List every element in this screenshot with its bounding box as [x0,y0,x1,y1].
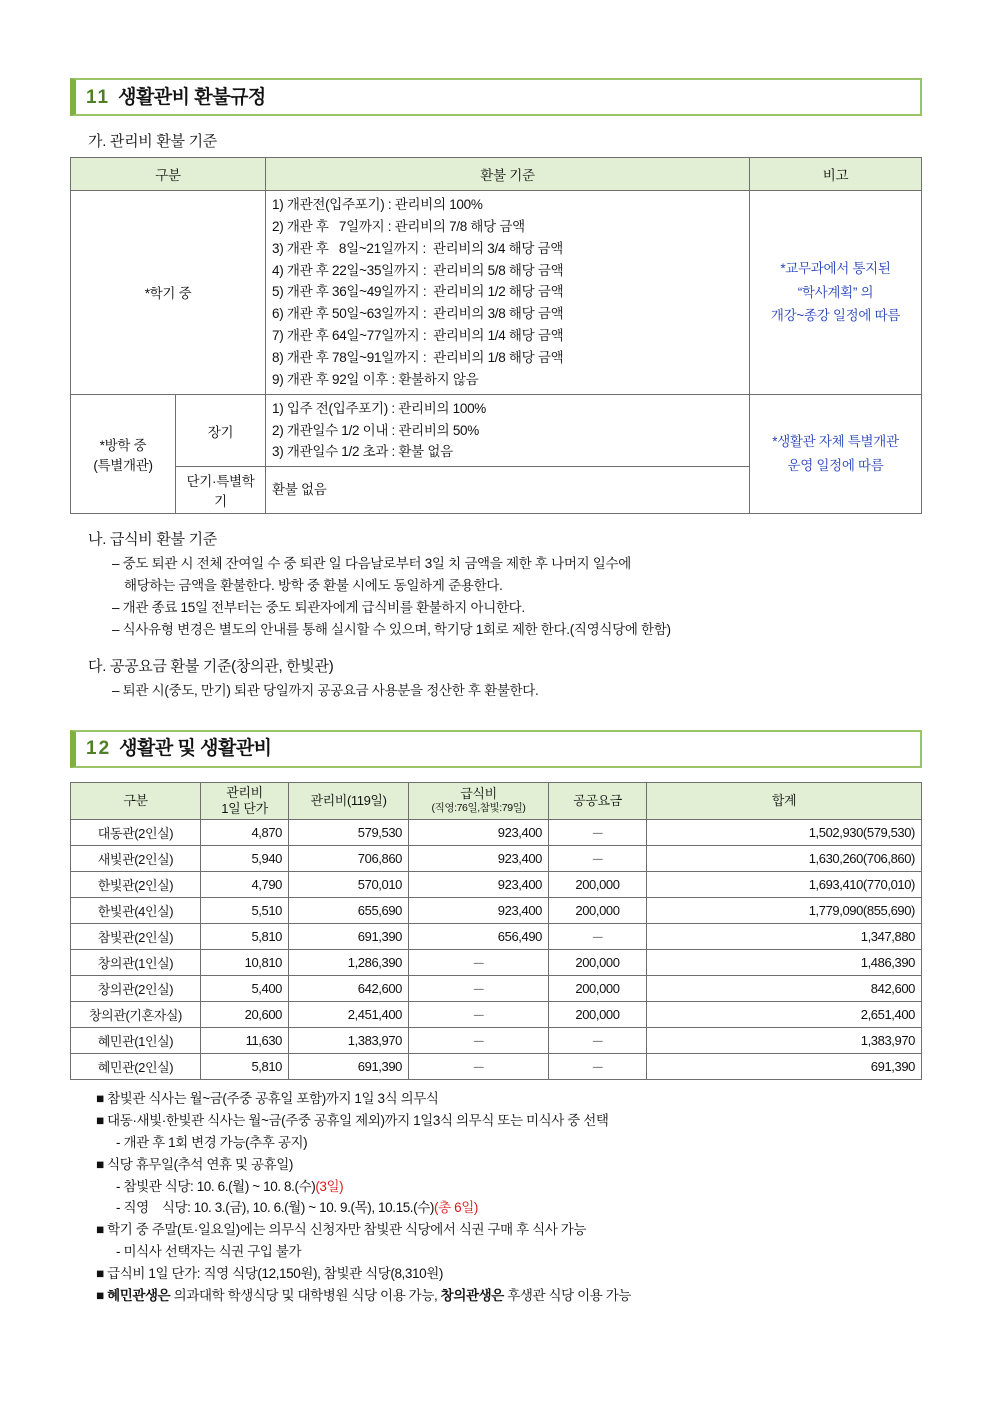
col-header-remark: 비고 [750,158,922,191]
cell-daily-fee: 5,400 [201,976,289,1002]
list-item: 7) 개관 후 64일~77일까지 : 관리비의 1/4 해당 금액 [272,328,564,344]
note-text: ■ [96,1287,108,1303]
semester-refund-list [266,191,750,395]
cell-category: 대동관(2인실) [71,820,201,846]
note-emphasis: 혜민관생은 [107,1287,171,1303]
cell-category: 혜민관(2인실) [71,1054,201,1080]
cell-management-fee: 642,600 [289,976,409,1002]
note-line: - 미식사 선택자는 식권 구입 불가 [116,1244,302,1260]
list-item: 5) 개관 후 36일~49일까지 : 관리비의 1/2 해당 금액 [272,284,564,300]
list-item: 3) 개관일수 1/2 초과 : 환불 없음 [272,444,453,460]
cell-utility: － [549,1054,647,1080]
note-highlight: (총 6일) [434,1200,478,1216]
cell-daily-fee: 4,790 [201,872,289,898]
row-label-semester: *학기 중 [71,191,266,395]
cell-daily-fee: 5,510 [201,898,289,924]
table-row [71,1054,922,1080]
cell-utility: 200,000 [549,872,647,898]
remark-line: *생활관 자체 특별개관 [772,434,899,450]
table-header-row [71,782,922,820]
vacation-label-line: *방학 중 [99,438,147,454]
cell-meal-fee: 923,400 [409,872,549,898]
cell-management-fee: 2,451,400 [289,1002,409,1028]
vacation-type-long: 장기 [176,394,266,467]
semester-remark [750,191,922,395]
col-header-category: 구분 [71,158,266,191]
cell-category: 혜민관(1인실) [71,1028,201,1054]
meal-refund-notes [112,553,922,640]
list-item: 6) 개관 후 50일~63일까지 : 관리비의 3/8 해당 금액 [272,306,564,322]
cell-utility: － [549,1028,647,1054]
cell-total: 842,600 [647,976,922,1002]
note-line: – 중도 퇴관 시 전체 잔여일 수 중 퇴관 일 다음날로부터 3일 치 금액을 제한 후 나머지 일수에 [112,556,632,572]
dormitory-fee-table [70,782,922,1081]
cell-total: 1,347,880 [647,924,922,950]
col-header-utility: 공공요금 [549,782,647,820]
cell-total: 1,383,970 [647,1028,922,1054]
cell-total: 1,502,930(579,530) [647,820,922,846]
cell-total: 691,390 [647,1054,922,1080]
cell-management-fee: 579,530 [289,820,409,846]
note-text: 의과대학 학생식당 및 대학병원 식당 이용 가능, [170,1287,441,1303]
cell-total: 1,630,260(706,860) [647,846,922,872]
section-11-header [70,78,922,116]
cell-management-fee: 655,690 [289,898,409,924]
vacation-remark [750,394,922,514]
cell-daily-fee: 20,600 [201,1002,289,1028]
cell-total: 1,779,090(855,690) [647,898,922,924]
table-header-row [71,158,922,191]
list-item: 8) 개관 후 78일~91일까지 : 관리비의 1/8 해당 금액 [272,350,564,366]
note-emphasis: 창의관생은 [440,1287,504,1303]
utility-refund-notes [112,680,922,702]
note-line: – 개관 종료 15일 전부터는 중도 퇴관자에게 급식비를 환불하지 아니한다. [112,600,525,616]
cell-daily-fee: 5,940 [201,846,289,872]
note-text: - 직영 식당: 10. 3.(금), 10. 6.(월) ~ 10. 9.(목), 10.15.(수) [116,1200,434,1216]
section-11-title: 생활관비 환불규정 [118,86,266,108]
note-line: ■ 대동·새빛·한빛관 식사는 월~금(주중 공휴일 제외)까지 1일3식 의무식 또는 미식사 중 선택 [96,1112,609,1128]
vacation-label-line: (특별개관) [93,458,153,474]
note-line-meal-holiday-chambit [96,1176,922,1198]
table-row [71,976,922,1002]
cell-daily-fee: 11,630 [201,1028,289,1054]
list-item: 3) 개관 후 8일~21일까지 : 관리비의 3/4 해당 금액 [272,240,564,256]
list-item: 9) 개관 후 92일 이후 : 환불하지 않음 [272,371,479,387]
fee-notes [96,1088,922,1307]
cell-utility: 200,000 [549,950,647,976]
section-12-header [70,730,922,768]
cell-meal-fee: 656,490 [409,924,549,950]
cell-meal-fee: － [409,1002,549,1028]
refund-criteria-table [70,157,922,514]
cell-management-fee: 1,383,970 [289,1028,409,1054]
vacation-refund-list [266,394,750,467]
cell-category: 창의관(2인실) [71,976,201,1002]
cell-utility: － [549,820,647,846]
list-item: 4) 개관 후 22일~35일까지 : 관리비의 5/8 해당 금액 [272,262,564,278]
table-row [71,924,922,950]
cell-meal-fee: － [409,1028,549,1054]
note-text: 후생관 식당 이용 가능 [503,1287,632,1303]
section-11-number: 11 [86,86,111,108]
cell-utility: 200,000 [549,976,647,1002]
table-row [71,872,922,898]
cell-utility: 200,000 [549,1002,647,1028]
header-line: 급식비 [460,786,497,802]
header-line: 관리비 [226,784,263,800]
table-row [71,820,922,846]
section-12-number: 12 [86,738,112,760]
cell-daily-fee: 5,810 [201,924,289,950]
cell-management-fee: 1,286,390 [289,950,409,976]
table-row [71,846,922,872]
col-header-criteria: 환불 기준 [266,158,750,191]
note-line: ■ 급식비 1일 단가: 직영 식당(12,150원), 참빛관 식당(8,310원) [96,1265,443,1281]
col-header-management-fee: 관리비(119일) [289,782,409,820]
cell-management-fee: 570,010 [289,872,409,898]
cell-meal-fee: 923,400 [409,898,549,924]
cell-meal-fee: 923,400 [409,846,549,872]
row-label-vacation [71,394,176,514]
remark-line: “학사계획” 의 [797,284,874,300]
cell-management-fee: 706,860 [289,846,409,872]
section-spacer [70,702,922,730]
cell-daily-fee: 10,810 [201,950,289,976]
note-line: – 퇴관 시(중도, 만기) 퇴관 당일까지 공공요금 사용분을 정산한 후 환불한다. [112,682,539,698]
cell-meal-fee: － [409,1054,549,1080]
note-line-meal-holiday-direct [96,1197,922,1219]
cell-utility: 200,000 [549,898,647,924]
note-line: – 식사유형 변경은 별도의 안내를 통해 실시할 수 있으며, 학기당 1회로 제한 한다.(직영식당에 한함) [112,621,671,637]
table-row [71,898,922,924]
section-12-title: 생활관 및 생활관비 [119,738,272,760]
header-line: 1일 단가 [221,800,268,816]
cell-daily-fee: 4,870 [201,820,289,846]
note-line: ■ 참빛관 식사는 월~금(주중 공휴일 포함)까지 1일 3식 의무식 [96,1091,439,1107]
cell-category: 한빛관(2인실) [71,872,201,898]
cell-category: 한빛관(4인실) [71,898,201,924]
cell-category: 창의관(1인실) [71,950,201,976]
note-line: 해당하는 금액을 환불한다. 방학 중 환불 시에도 동일하게 준용한다. [124,578,503,594]
col-header-meal-fee [409,782,549,820]
vacation-type-short: 단기·특별학기 [176,467,266,514]
cell-total: 1,693,410(770,010) [647,872,922,898]
remark-line: 운영 일정에 따름 [787,458,884,474]
cell-management-fee: 691,390 [289,1054,409,1080]
cell-meal-fee: － [409,976,549,1002]
col-header-category: 구분 [71,782,201,820]
cell-utility: － [549,924,647,950]
table-row [71,1002,922,1028]
list-item: 1) 입주 전(입주포기) : 관리비의 100% [272,400,486,416]
subsection-b-title: 나. 급식비 환불 기준 [88,531,217,549]
cell-total: 2,651,400 [647,1002,922,1028]
list-item: 1) 개관전(입주포기) : 관리비의 100% [272,197,483,212]
table-row [71,950,922,976]
cell-daily-fee: 5,810 [201,1054,289,1080]
list-item: 2) 개관일수 1/2 이내 : 관리비의 50% [272,422,479,438]
cell-category: 새빛관(2인실) [71,846,201,872]
col-header-daily-fee [201,782,289,820]
note-highlight: (3일) [315,1178,344,1194]
table-row [71,191,922,395]
short-term-refund-value: 환불 없음 [266,467,750,514]
cell-utility: － [549,846,647,872]
col-header-total: 합계 [647,782,922,820]
subsection-c-title: 다. 공공요금 환불 기준(창의관, 한빛관) [88,657,334,675]
note-line: - 개관 후 1회 변경 가능(추후 공지) [116,1134,308,1150]
cell-management-fee: 691,390 [289,924,409,950]
note-line-cafeteria-access [96,1285,922,1307]
cell-meal-fee: 923,400 [409,820,549,846]
table-row [71,394,922,467]
list-item: 2) 개관 후 7일까지 : 관리비의 7/8 해당 금액 [272,218,525,234]
note-line: ■ 학기 중 주말(토·일요일)에는 의무식 신청자만 참빛관 식당에서 식권 구매 후 식사 가능 [96,1222,587,1238]
cell-category: 참빛관(2인실) [71,924,201,950]
cell-category: 창의관(기혼자실) [71,1002,201,1028]
note-text: - 참빛관 식당: 10. 6.(월) ~ 10. 8.(수) [116,1178,316,1194]
note-line: ■ 식당 휴무일(추석 연휴 및 공휴일) [96,1156,294,1172]
subsection-a-title: 가. 관리비 환불 기준 [88,133,217,150]
cell-total: 1,486,390 [647,950,922,976]
table-row [71,1028,922,1054]
cell-meal-fee: － [409,950,549,976]
remark-line: *교무과에서 통지된 [780,260,891,276]
remark-line: 개강~종강 일정에 따름 [770,308,901,324]
header-line: (직영:76일,참빛:79일) [431,802,526,815]
